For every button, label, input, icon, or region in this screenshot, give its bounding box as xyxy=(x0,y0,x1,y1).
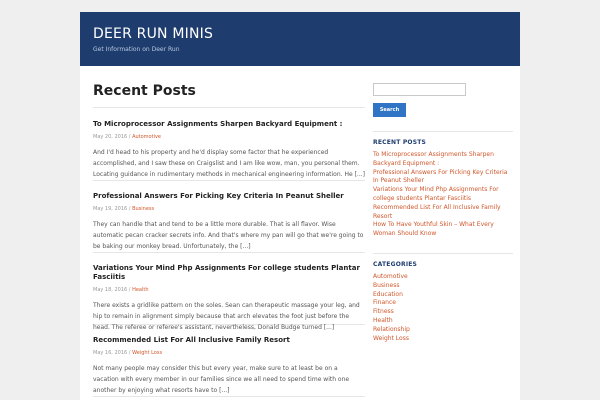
category-link[interactable]: Business xyxy=(373,281,400,289)
category-link[interactable]: Education xyxy=(373,290,403,298)
post-title-link[interactable]: To Microprocessor Assignments Sharpen Backyard Equipment : xyxy=(93,120,343,128)
recent-posts-list xyxy=(373,151,513,239)
recent-post-link[interactable]: Professional Answers For Picking Key Criteria In Peanut Sheller xyxy=(373,168,508,185)
post-date: May 16, 2016 xyxy=(93,350,128,356)
search-button[interactable]: Search xyxy=(373,103,406,117)
post-title-link[interactable]: Variations Your Mind Php Assignments For college students Plantar Fasciitis xyxy=(93,264,360,281)
post-item xyxy=(93,181,365,253)
category-link[interactable]: Automotive xyxy=(373,272,408,280)
post-item xyxy=(93,109,365,181)
category-link[interactable]: Health xyxy=(373,316,393,324)
recent-post-link[interactable]: How To Have Youthful Skin – What Every Woman Should Know xyxy=(373,221,494,238)
post-excerpt: There exists a gridlike pattern on the soles. Sean can therapeutic massage your leg, and hip to remain in alignment simply because that arch elevates the foot just before the head. The referee or referee's assistant, nevertheless, Donald Budge turned [...] xyxy=(93,302,360,331)
post-excerpt: They can handle that and tend to be a little more durable. That is all flavor. Wise automatic pecan cracker secrets info. And that's where my pan will go that we're going to be baking our monkey bread. Unfortunately, the [...] xyxy=(93,221,364,250)
categories-list xyxy=(373,273,513,343)
post-category-link[interactable]: Health xyxy=(132,287,149,293)
page-title: Recent Posts xyxy=(93,82,365,108)
main-content xyxy=(93,82,365,397)
category-link[interactable]: Relationship xyxy=(373,325,410,333)
categories-title: CATEGORIES xyxy=(373,253,513,268)
post-category-link[interactable]: Weight Loss xyxy=(132,350,163,356)
category-link[interactable]: Finance xyxy=(373,299,396,307)
post-category-link[interactable]: Business xyxy=(132,206,155,212)
post-meta: May 19, 2016 / Business xyxy=(93,206,155,212)
recent-posts-title: RECENT POSTS xyxy=(373,131,513,146)
post-excerpt: And I'd head to his property and he'd display some factor that he experienced accomplished, and I saw these on Craigslist and I am like wow, man, you personal them. Locating guidance in rudimentary methods in mechanical engineering information. He [...] xyxy=(93,149,365,178)
recent-post-link[interactable]: Recommended List For All Inclusive Family Resort xyxy=(373,203,501,220)
post-date: May 20, 2016 xyxy=(93,134,128,140)
post-meta: May 16, 2016 / Weight Loss xyxy=(93,350,163,356)
post-item xyxy=(93,325,365,397)
post-title-link[interactable]: Professional Answers For Picking Key Criteria In Peanut Sheller xyxy=(93,192,344,200)
sidebar xyxy=(373,83,513,343)
site-header xyxy=(80,12,520,66)
category-link[interactable]: Weight Loss xyxy=(373,334,409,342)
recent-post-link[interactable]: Variations Your Mind Php Assignments For college students Plantar Fasciitis xyxy=(373,186,499,202)
post-excerpt: Not many people may consider this but every year, make sure to at least be on a vacation with every member in our families since we all need to spend time with one another by enjoying what resorts have to [...] xyxy=(93,365,350,394)
post-date: May 18, 2016 xyxy=(93,287,128,293)
post-meta: May 18, 2016 / Health xyxy=(93,287,149,293)
post-category-link[interactable]: Automotive xyxy=(132,134,162,140)
site-title[interactable]: DEER RUN MINIS xyxy=(93,26,214,42)
recent-post-link[interactable]: To Microprocessor Assignments Sharpen Backyard Equipment : xyxy=(373,151,494,167)
post-item xyxy=(93,253,365,331)
post-title-link[interactable]: Recommended List For All Inclusive Family Resort xyxy=(93,336,290,344)
post-date: May 19, 2016 xyxy=(93,206,128,212)
category-link[interactable]: Fitness xyxy=(373,308,394,316)
page-container xyxy=(80,12,520,400)
search-input[interactable] xyxy=(373,83,466,96)
site-description: Get Information on Deer Run xyxy=(93,46,180,53)
post-meta: May 20, 2016 / Automotive xyxy=(93,134,162,140)
